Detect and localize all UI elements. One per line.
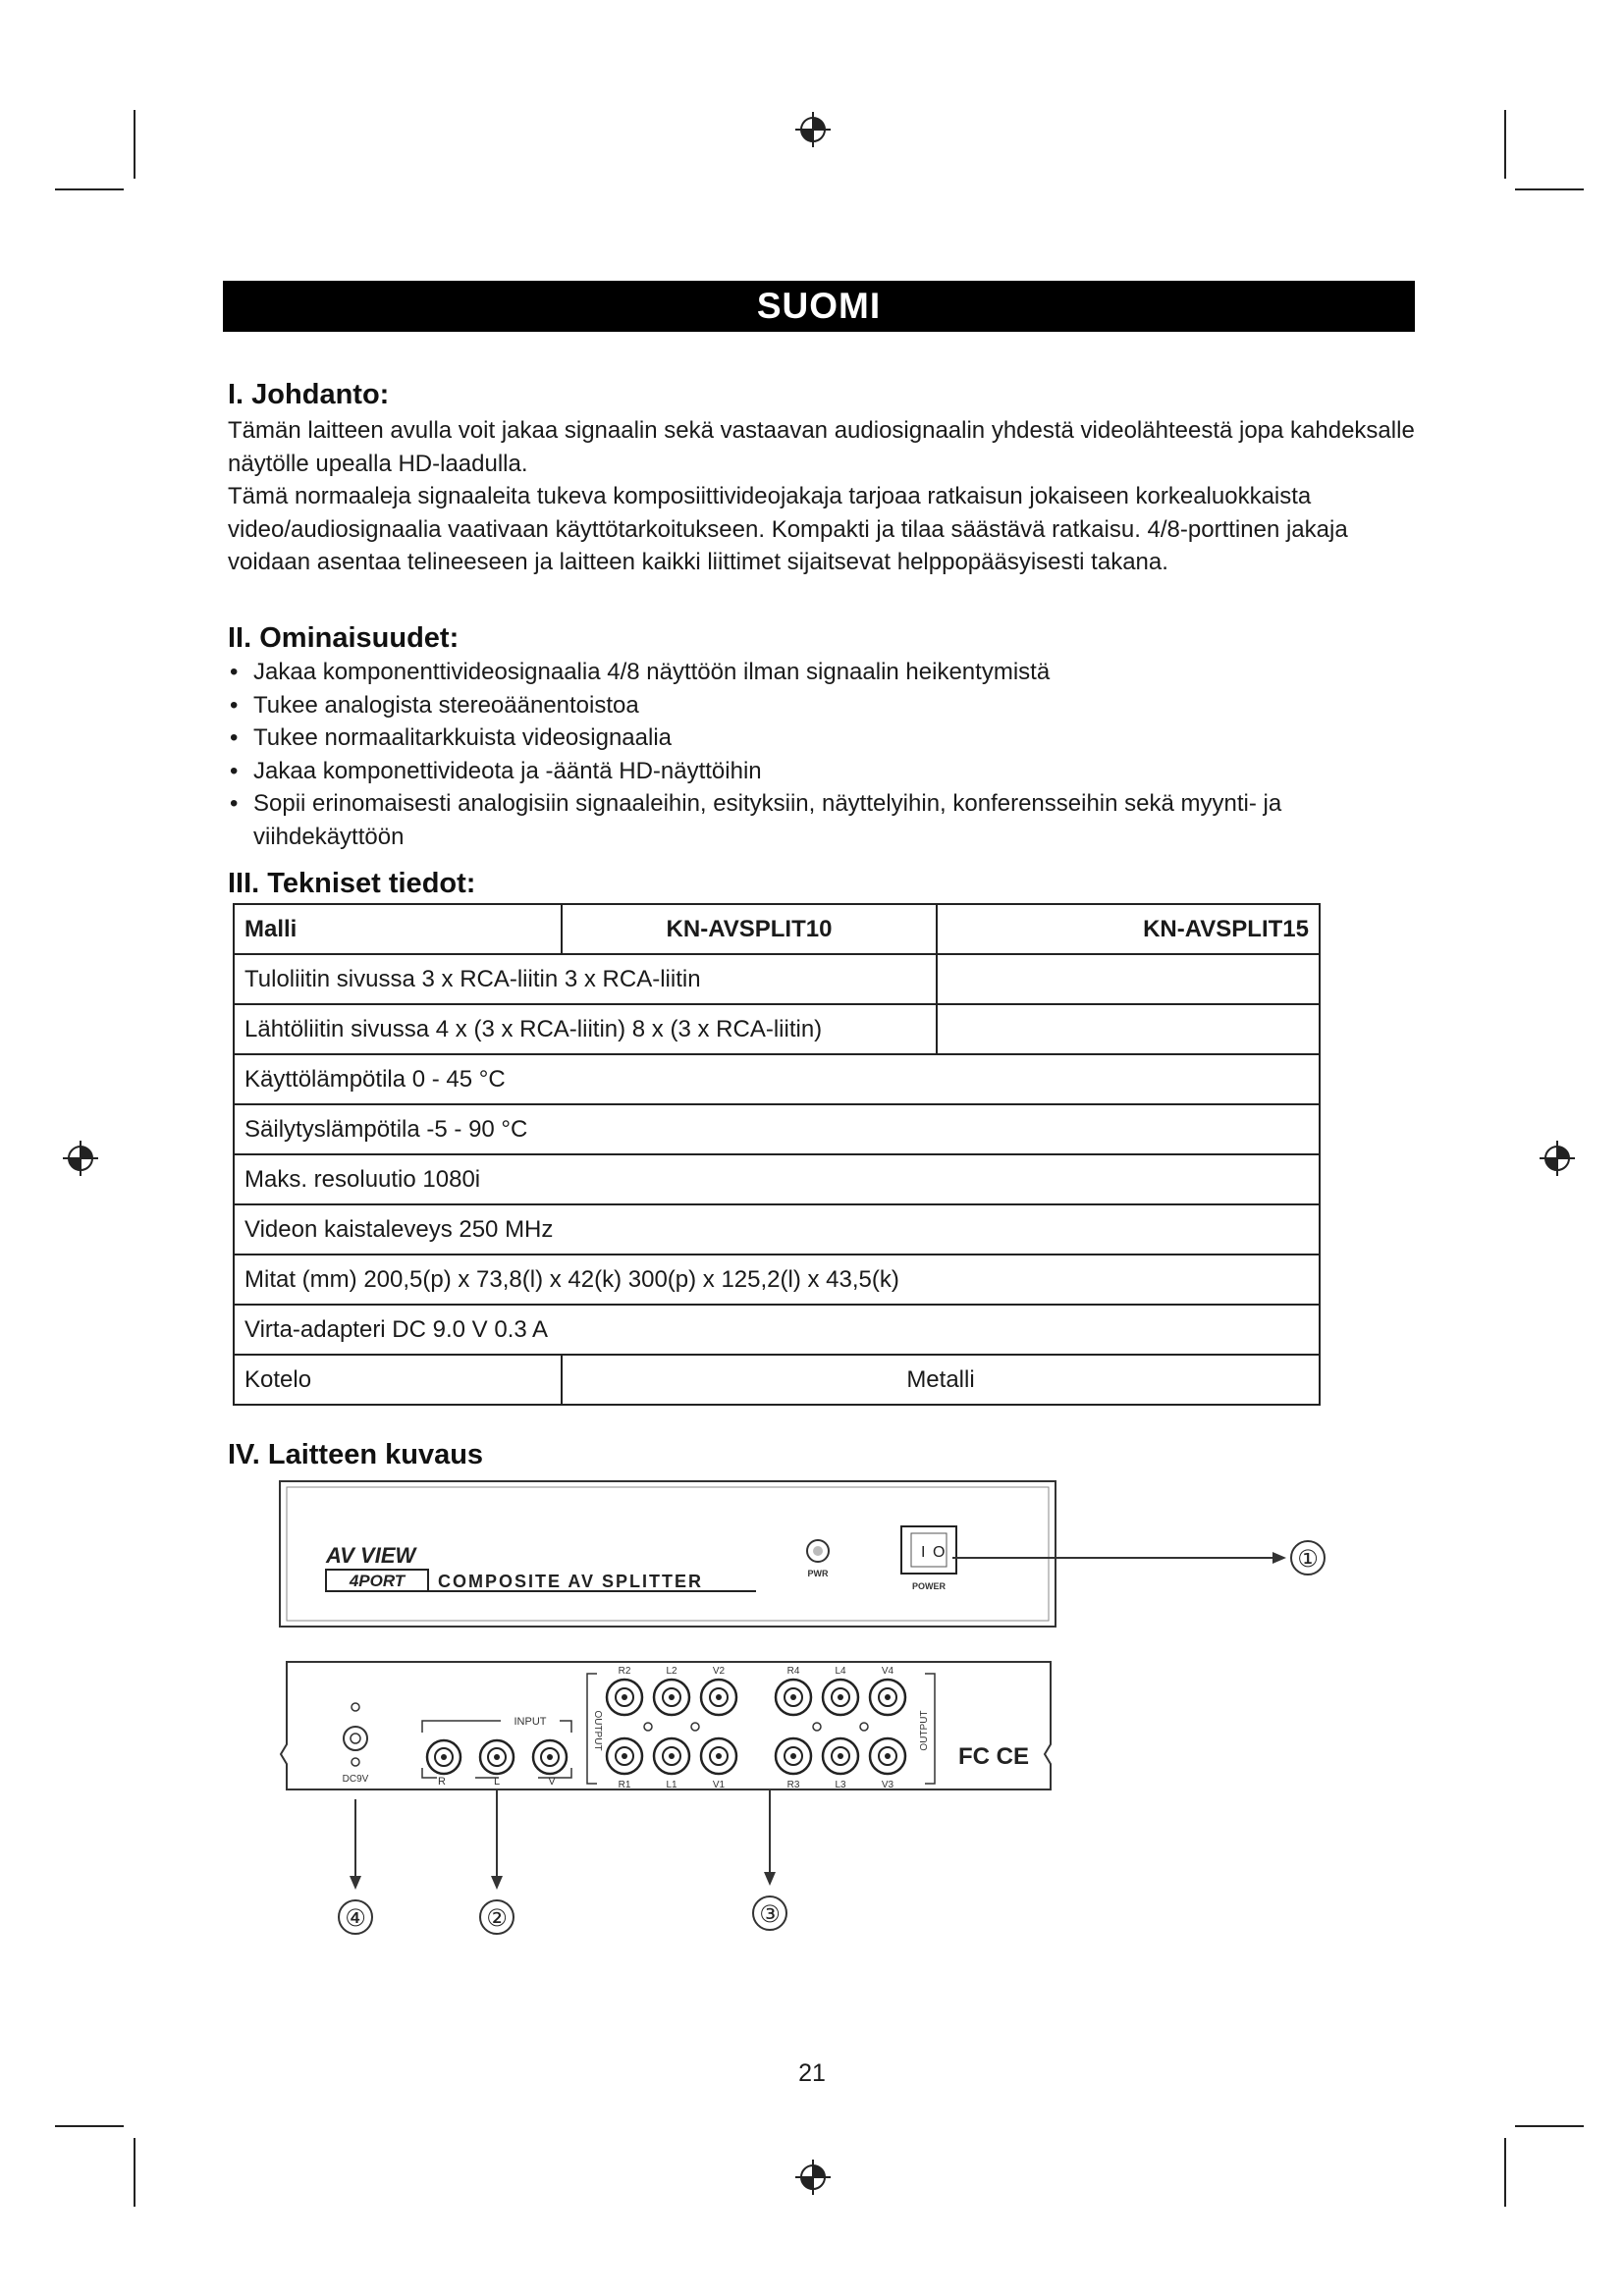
output-bottom-label: L1	[666, 1780, 677, 1790]
table-cell: Kotelo	[234, 1355, 562, 1405]
output-label: OUTPUT	[919, 1710, 930, 1751]
output-top-label: L4	[835, 1666, 846, 1677]
registration-mark-icon	[63, 1141, 98, 1176]
input-jack-label: V	[548, 1776, 556, 1788]
registration-mark-icon	[795, 2160, 831, 2195]
table-cell: Videon kaistaleveys 250 MHz	[234, 1204, 1320, 1255]
section-heading-specs: III. Tekniset tiedot:	[228, 868, 476, 899]
table-cell: Käyttölämpötila 0 - 45 °C	[234, 1054, 1320, 1104]
input-jack-label: R	[438, 1776, 446, 1788]
brand-label: AV VIEW	[326, 1543, 416, 1568]
table-row	[234, 1255, 1320, 1305]
list-item: • Tukee normaalitarkkuista videosignaalia	[228, 721, 1416, 755]
intro-paragraph-1: Tämän laitteen avulla voit jakaa signaalin sekä vastaavan audiosignaalin yhdestä videolähteestä jopa kahdeksalle näytölle upealla HD-laadulla.	[228, 417, 1415, 477]
table-row	[234, 1154, 1320, 1204]
registration-mark-icon	[1540, 1141, 1575, 1176]
table-row	[234, 1204, 1320, 1255]
table-cell: Virta-adapteri DC 9.0 V 0.3 A	[234, 1305, 1320, 1355]
table-row	[234, 1305, 1320, 1355]
device-diagram	[265, 1477, 1394, 1949]
table-cell: Lähtöliitin sivussa 4 x (3 x RCA-liitin) 8 x (3 x RCA-liitin)	[234, 1004, 937, 1054]
list-item: • Jakaa komponettivideota ja -ääntä HD-näyttöihin	[228, 755, 1416, 788]
table-header-cell: Malli	[234, 904, 562, 954]
switch-off-label: O	[933, 1544, 946, 1561]
table-header-cell: KN-AVSPLIT10	[562, 904, 937, 954]
output-bottom-label: V3	[881, 1780, 894, 1790]
intro-paragraph-2: Tämä normaaleja signaaleita tukeva komposiittivideojakaja tarjoaa ratkaisun jokaiseen korkealuokkaista video/audiosignaalia vaativaan käyttötarkoitukseen. Kompakti ja tilaa säästävä ratkaisu. 4/8-porttinen jakaja voidaan asentaa telineeseen ja laitteen kaikki liittimet sijaitsevat helppopääsyisesti takana.	[228, 483, 1348, 575]
power-label: POWER	[911, 1581, 947, 1591]
output-bottom-label: R3	[786, 1780, 800, 1790]
callout-1: ①	[1297, 1546, 1319, 1573]
output-top-label: V4	[881, 1666, 894, 1677]
table-cell: Metalli	[562, 1355, 1320, 1405]
port-badge-label: 4PORT	[349, 1572, 406, 1590]
callout-3: ③	[759, 1901, 781, 1928]
callout-2: ②	[486, 1905, 508, 1932]
crop-mark	[55, 188, 124, 190]
crop-mark	[1504, 110, 1506, 179]
table-row	[234, 954, 1320, 1004]
list-item: • Tukee analogista stereoäänentoistoa	[228, 689, 1416, 722]
output-top-label: R4	[786, 1666, 800, 1677]
section-heading-description: IV. Laitteen kuvaus	[228, 1439, 484, 1470]
pwr-label: PWR	[807, 1569, 829, 1578]
table-row	[234, 1054, 1320, 1104]
section-heading-intro: I. Johdanto:	[228, 379, 390, 410]
table-cell: Mitat (mm) 200,5(p) x 73,8(l) x 42(k) 300(p) x 125,2(l) x 43,5(k)	[234, 1255, 1320, 1305]
intro-text	[228, 414, 1416, 579]
switch-on-label: I	[921, 1544, 926, 1561]
callout-4: ④	[345, 1905, 366, 1932]
table-header-row	[234, 904, 1320, 954]
input-label: INPUT	[514, 1716, 547, 1728]
list-item: • Jakaa komponenttivideosignaalia 4/8 näyttöön ilman signaalin heikentymistä	[228, 656, 1416, 689]
product-name-label: COMPOSITE AV SPLITTER	[438, 1572, 704, 1591]
output-bottom-label: L3	[835, 1780, 846, 1790]
output-bottom-label: R1	[618, 1780, 631, 1790]
output-top-label: L2	[666, 1666, 677, 1677]
registration-mark-icon	[795, 112, 831, 147]
section-heading-features: II. Ominaisuudet:	[228, 622, 460, 654]
crop-mark	[1515, 188, 1584, 190]
dc-label: DC9V	[342, 1774, 369, 1785]
input-jack-label: L	[493, 1776, 501, 1788]
crop-mark	[1515, 2125, 1584, 2127]
spec-table	[233, 903, 1321, 1406]
crop-mark	[134, 2138, 135, 2207]
table-row	[234, 1355, 1320, 1405]
table-cell	[937, 954, 1320, 1004]
list-item: • Sopii erinomaisesti analogisiin signaaleihin, esityksiin, näyttelyihin, konferensseihin sekä myynti- ja viihdekäyttöön	[228, 787, 1416, 853]
table-row	[234, 1104, 1320, 1154]
table-header-cell: KN-AVSPLIT15	[937, 904, 1320, 954]
table-row	[234, 1004, 1320, 1054]
certification-marks: FC CE	[958, 1743, 1029, 1770]
table-cell: Maks. resoluutio 1080i	[234, 1154, 1320, 1204]
table-cell: Säilytyslämpötila -5 - 90 °C	[234, 1104, 1320, 1154]
output-label: OUTPUT	[592, 1710, 603, 1751]
page-number: 21	[798, 2059, 826, 2087]
crop-mark	[1504, 2138, 1506, 2207]
table-cell	[937, 1004, 1320, 1054]
language-banner: SUOMI	[223, 281, 1415, 332]
table-cell: Tuloliitin sivussa 3 x RCA-liitin 3 x RCA-liitin	[234, 954, 937, 1004]
output-bottom-label: V1	[712, 1780, 726, 1790]
output-top-label: V2	[712, 1666, 726, 1677]
crop-mark	[55, 2125, 124, 2127]
crop-mark	[134, 110, 135, 179]
output-top-label: R2	[618, 1666, 631, 1677]
feature-list	[228, 656, 1416, 853]
